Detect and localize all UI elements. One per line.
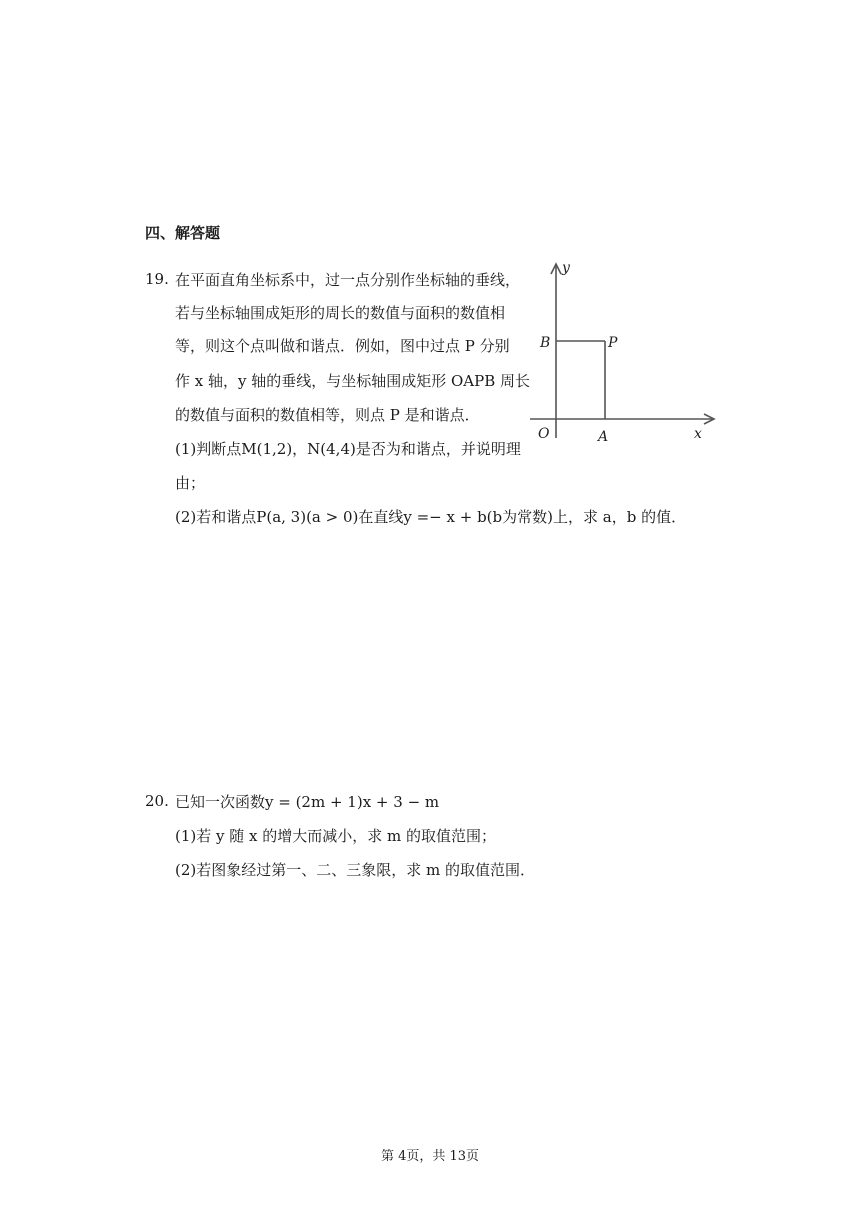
q19-line-7: 由；	[175, 474, 206, 492]
q19-line-3: 等，则这个点叫做和谐点．例如，图中过点 P 分别	[175, 337, 510, 355]
q20-line-1: 已知一次函数y = (2m + 1)x + 3 − m	[175, 793, 440, 811]
q19-line-4: 作 x 轴，y 轴的垂线，与坐标轴围成矩形 OAPB 周长	[175, 372, 531, 390]
label-x: x	[694, 426, 702, 442]
label-y: y	[562, 260, 570, 276]
coordinate-figure	[526, 258, 720, 448]
q20-line-3: (2)若图象经过第一、二、三象限，求 m 的取值范围．	[175, 861, 536, 879]
label-p: P	[608, 335, 618, 351]
page-footer: 第 4页，共 13页	[380, 1149, 480, 1164]
q20-line-2: (1)若 y 随 x 的增大而减小，求 m 的取值范围；	[175, 827, 497, 845]
question-number-19: 19.	[145, 270, 169, 288]
q19-line-8: (2)若和谐点P(a, 3)(a > 0)在直线y =− x + b(b为常数)上，求 a，b 的值．	[175, 508, 687, 526]
label-o: O	[538, 426, 550, 442]
question-number-20: 20.	[145, 792, 169, 810]
label-a: A	[598, 429, 609, 445]
q19-line-6: (1)判断点M(1,2)，N(4,4)是否为和谐点，并说明理	[175, 440, 521, 458]
section-title: 四、解答题	[145, 224, 221, 242]
q19-line-1: 在平面直角坐标系中，过一点分别作坐标轴的垂线，	[175, 271, 521, 289]
label-b: B	[540, 335, 551, 351]
q19-line-2: 若与坐标轴围成矩形的周长的数值与面积的数值相	[175, 304, 506, 322]
coordinate-figure-svg	[526, 258, 720, 448]
q19-line-5: 的数值与面积的数值相等，则点 P 是和谐点．	[175, 406, 480, 424]
